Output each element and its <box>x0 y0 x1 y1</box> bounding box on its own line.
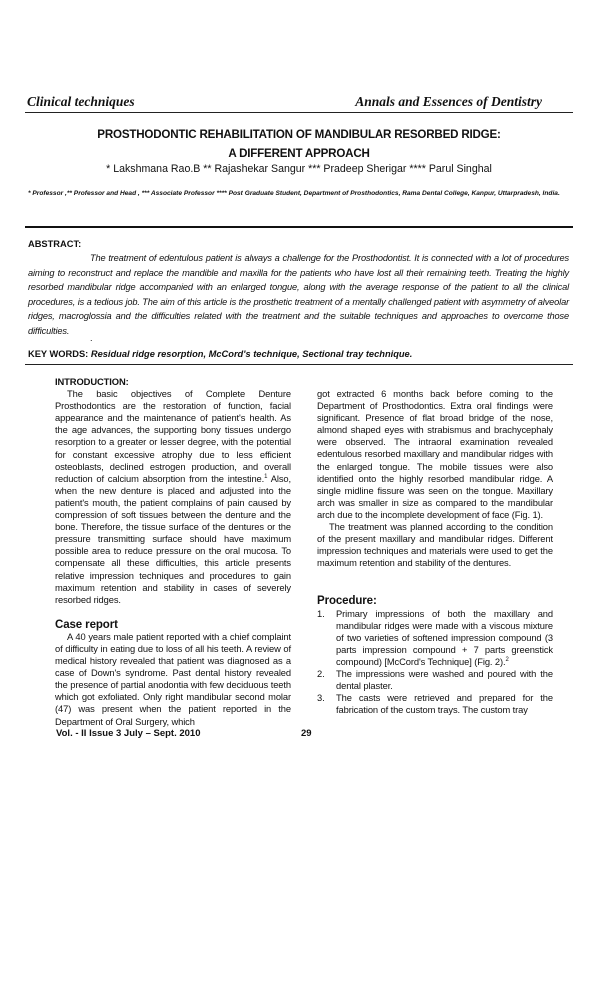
keywords-text: Residual ridge resorption, McCord's technique, Sectional tray technique. <box>88 349 413 359</box>
right-column <box>317 388 553 716</box>
keywords-line <box>28 349 412 359</box>
procedure-step <box>317 668 553 692</box>
step-number: 3. <box>317 693 325 704</box>
procedure-heading: Procedure: <box>317 595 377 608</box>
keywords-label: KEY WORDS: <box>28 349 89 359</box>
page-number: 29 <box>301 728 312 739</box>
author-list: * Lakshmana Rao.B ** Rajashekar Sangur *** Pradeep Sherigar **** Parul Singhal <box>106 163 492 175</box>
treatment-plan-paragraph: The treatment was planned according to the condition of the present maxillary and mandibular ridges. Different impression techniques and materials were used to get the maximum retention and stability of the dentures. <box>317 522 553 569</box>
case-report-heading: Case report <box>55 618 118 631</box>
abstract-heading: ABSTRACT: <box>28 239 82 249</box>
case-report-paragraph: A 40 years male patient reported with a chief complaint of difficulty in eating due to loss of all his teeth. A review of medical history revealed that patient was diagnosed as a case of Down's syndrome. Past dental history revealed the presence of partial anodontia with few deciduous teeth which got exfoliated. Only right mandibular second molar (47) was present when the patient reported in the Department of Oral Surgery, which <box>55 631 291 727</box>
keywords-divider <box>25 364 573 365</box>
procedure-step <box>317 692 553 716</box>
running-header-section: Clinical techniques <box>27 94 135 109</box>
introduction-paragraph <box>55 388 291 606</box>
article-title-line1: PROSTHODONTIC REHABILITATION OF MANDIBULAR RESORBED RIDGE: <box>97 128 501 141</box>
procedure-step <box>317 608 553 668</box>
reference-marker: 2 <box>505 656 509 663</box>
step-text: Primary impressions of both the maxillary and mandibular ridges were made with a viscous mixture of two varieties of softened impression compound (3 parts impression compound + 7 parts greenstick compound) [McCord's Technique] (Fig. 2). <box>336 608 553 667</box>
abstract-text: The treatment of edentulous patient is always a challenge for the Prosthodontist. It is connected with a lot of procedures aiming to reconstruct and replace the mandible and maxilla for the patients who have lost all their remaining teeth. Treating the highly resorbed mandibular ridge accompanied with an enlarged tongue, along with the average response of the patient to all the clinical procedures, is a tedious job. The aim of this article is the prosthetic treatment of a mentally challenged patient with asymmetry of alveolar ridges, macroglossia and the difficulties related with the treatment and the suitable techniques and approaches to overcome those difficulties. <box>28 253 569 336</box>
reference-marker: 1 <box>264 473 268 480</box>
step-number: 2. <box>317 668 325 679</box>
left-column <box>55 376 291 728</box>
header-divider <box>25 112 573 113</box>
introduction-heading: INTRODUCTION: <box>55 376 129 387</box>
introduction-text-a: The basic objectives of Complete Denture Prosthodontics are the restoration of function, facial appearance and the maintenance of patient's health. As the age advances, the supporting bony tissues undergo resorption to a greater or lesser degree, with the potential for constant excessive atrophy due to less efficient osteoblasts, declined estrogen production, and overall reduction of calcium absorption from the intestine. <box>55 389 291 484</box>
footer-issue-info: Vol. - II Issue 3 July – Sept. 2010 <box>56 728 201 739</box>
article-title-line2: A DIFFERENT APPROACH <box>228 147 370 160</box>
step-text: The impressions were washed and poured with the dental plaster. <box>336 668 553 692</box>
abstract-stray-dot: . <box>90 333 93 343</box>
author-affiliations: * Professor ,** Professor and Head , *** Associate Professor **** Post Graduate Student, Department of Prosthodontics, Rama Dental College, Kanpur, Uttarpradesh, India. <box>28 190 560 197</box>
step-text: The casts were retrieved and prepared for the fabrication of the custom trays. The custom tray <box>336 693 553 716</box>
introduction-text-b: Also, when the new denture is placed and adjusted into the patient's mouth, the patient complains of pain caused by compression of soft tissues between the denture and the bone. Therefore, the tissue surface of the dentures or the pressure transmitting surface should have maximum possible area to reduce pressure on the oral mucosa. To compensate all these difficulties, this article presents relative impression techniques and procedures to gain maximum retention and stability in cases of severely resorbed ridges. <box>55 473 291 605</box>
procedure-list <box>317 608 553 717</box>
step-number: 1. <box>317 608 325 619</box>
case-report-continued: got extracted 6 months back before coming to the Department of Prosthodontics. Extra oral findings were significant. Presence of flat broad bridge of the nose, almond shaped eyes with strabismus and brachycephaly were observed. The intraoral examination revealed edentulous resorbed maxillary and mandibular ridges with the enlarged tongue. The mobile tissues were also identified onto the highly resorbed mandibular ridge. A single midline fissure was seen on the tongue. Maxillary arch was smaller in size as compared to the mandibular arch due to the incomplete development of face (Fig. 1). <box>317 389 553 520</box>
title-divider <box>25 226 573 228</box>
running-header-journal: Annals and Essences of Dentistry <box>355 94 542 109</box>
